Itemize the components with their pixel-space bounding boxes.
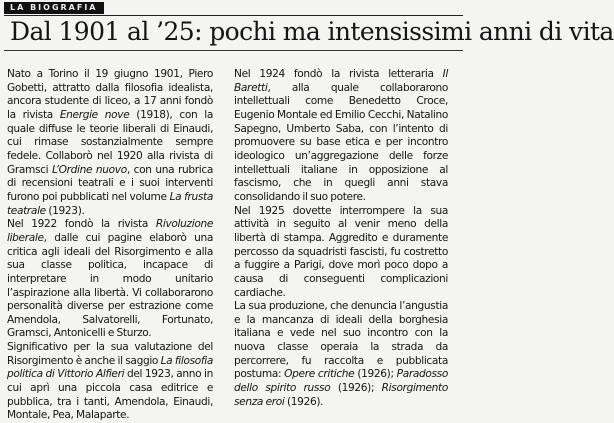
top-rule [4,15,463,16]
right-column [234,68,448,409]
text-run: , con una rubrica di recensioni teatrali e i suoi interventi furono poi pubblicati nel volume [7,163,214,203]
text-run: (1918), con la quale diffuse le teorie liberali di Einaudi, cui rimase sostanzialmente sempre fedele. Collaborò nel 1920 alla rivista di Gramsci [7,108,213,176]
text-run: Nel 1924 fondò la rivista letteraria [234,68,443,80]
italic-title: Il Baretti [234,68,448,94]
text-run: , dalle cui pagine elaborò una critica agli ideali del Risorgimento e alla sua classe politica, incapace di interpretare in modo unitario l’aspirazione alla libertà. Vi collaborarono personalità diverse per estrazione come Amendola, Salvatorelli, Fortunato, Gramsci, Antonicelli e Sturzo. [7,231,213,340]
italic-title: Opere critiche [284,368,355,381]
text-run: (1923). [45,204,85,217]
text-run: (1926); [354,368,397,381]
text-run: Nel 1925 dovette interrompere la sua attività in seguito al venir meno della libertà di stampa. Aggredito e duramente percosso da squadristi fascisti, fu costretto a fuggire a Parigi, dove morì poco dopo a causa di conseguenti complicazioni cardiache. [234,204,448,299]
italic-title: Rivoluzione liberale [7,218,213,244]
italic-title: La frusta teatrale [7,190,213,217]
text-run: del 1923, anno in cui aprì una piccola casa editrice e pubblica, tra i tanti, Amendola, Einaudi, Montale, Pea, Malaparte. [7,368,213,422]
italic-title: Energie nove [59,108,130,121]
paragraph [234,300,448,409]
italic-title: L’Ordine nuovo [52,163,127,176]
section-label: LA BIOGRAFIA [4,2,104,14]
text-run: La sua produzione, che denuncia l’angustia e la mancanza di ideali della borghesia italiana e vede nel suo incontro con la nuova classe operaia la strada da percorrere, fu raccolta e pubblicata postuma: [234,300,448,381]
text-run: Nel 1922 fondò la rivista [7,218,156,231]
italic-title: La filosofia politica di Vittorio Alfieri [7,354,213,381]
paragraph [7,218,213,341]
text-run: (1926). [284,395,324,408]
paragraph [7,341,213,423]
italic-title: Risorgimento senza eroi [234,382,448,408]
paragraph [234,205,448,301]
paragraph [7,68,213,218]
text-run: , alla quale collaborarono intellettuali come Benedetto Croce, Eugenio Montale ed Emilio Cecchi, Natalino Sapegno, Umberto Saba, con l’intento di promuovere su base etica e per incontro ideologico un’aggregazione delle forze intellettuali italiane in opposizione al fascismo, che in quegli anni stava consolidando il suo potere. [234,81,448,203]
italic-title: Paradosso dello spirito russo [234,368,448,395]
headline: Dal 1901 al ’25: pochi ma intensissimi anni di vita [10,17,614,46]
text-run: Significativo per la sua valutazione del Risorgimento è anche il saggio [7,341,213,367]
headline-rule [4,50,463,51]
text-run: (1926); [330,382,382,395]
left-column [7,68,213,423]
text-run: Nato a Torino il 19 giugno 1901, Piero Gobetti, attratto dalla filosofia idealista, ancora studente di liceo, a 17 anni fondò la rivista [7,68,213,121]
paragraph [234,68,448,205]
